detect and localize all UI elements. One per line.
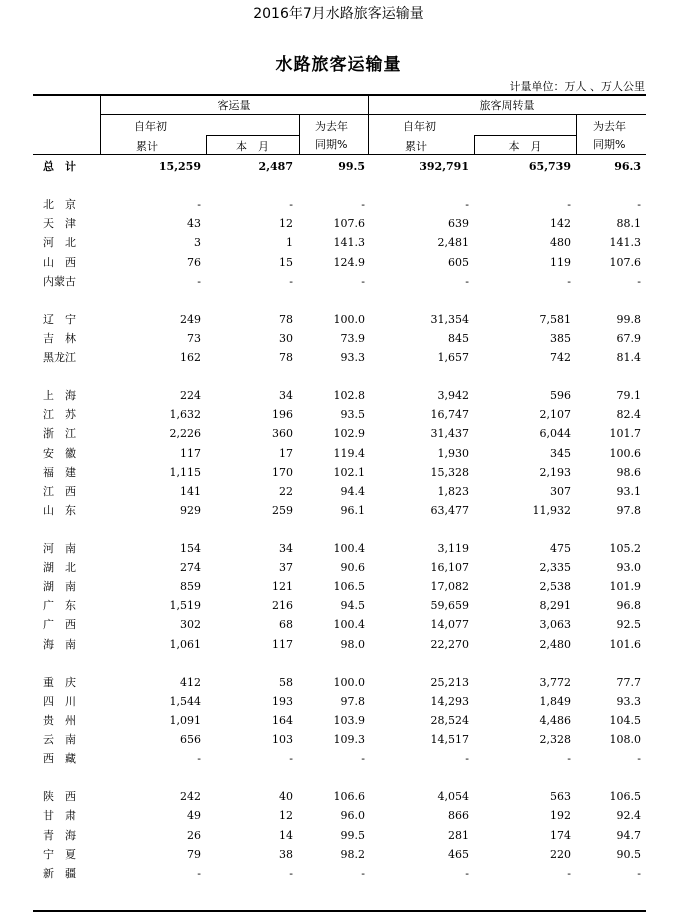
row-value-2: 14 [279, 828, 293, 842]
row-value-3: 103.9 [333, 713, 365, 727]
row-value-4: 14,517 [430, 733, 469, 746]
row-value-2: - [289, 198, 293, 212]
row-region-name: 宁 夏 [43, 847, 76, 861]
row-value-4: 17,082 [430, 580, 469, 594]
row-value-2: 34 [279, 389, 293, 403]
row-value-3: 94.5 [340, 599, 365, 613]
row-value-2: 360 [272, 427, 293, 441]
row-value-5: 2,480 [539, 637, 571, 651]
table-row [0, 806, 677, 825]
row-value-4: 25,213 [430, 675, 469, 689]
row-value-2: 68 [279, 618, 293, 632]
header-yoy-1-line2: 同期% [315, 138, 348, 151]
row-value-1: 1,519 [169, 599, 201, 613]
row-value-2: - [289, 274, 293, 288]
subheader-rule-left [206, 135, 299, 136]
row-value-2: 34 [279, 542, 293, 555]
row-value-4: - [465, 866, 469, 880]
row-value-6: 141.3 [609, 236, 641, 250]
row-region-name: 黑龙江 [43, 351, 76, 364]
row-value-1: 302 [180, 618, 201, 632]
row-value-5: 192 [550, 809, 571, 823]
row-region-name: 新 疆 [43, 866, 76, 880]
row-value-6: 82.4 [616, 408, 641, 422]
row-value-1: 73 [187, 331, 201, 345]
row-value-6: 88.1 [616, 217, 641, 231]
row-region-name: 天 津 [43, 217, 76, 231]
row-value-4: 1,823 [437, 484, 469, 498]
row-region-name: 青 海 [43, 828, 76, 842]
row-value-5: 596 [550, 389, 571, 403]
row-value-1: 162 [180, 351, 201, 364]
row-value-3: 107.6 [333, 217, 365, 231]
row-value-1: 1,115 [169, 465, 201, 479]
row-value-2: - [289, 866, 293, 880]
header-yoy-2-line2: 同期% [593, 138, 626, 151]
row-value-6: 93.0 [616, 561, 641, 575]
table-row [0, 692, 677, 711]
row-value-6: - [637, 198, 641, 212]
row-value-6: 77.7 [616, 675, 641, 689]
row-value-6: 105.2 [609, 542, 641, 555]
row-value-5: 220 [550, 847, 571, 861]
row-value-4: 16,107 [430, 561, 469, 575]
row-value-3: 109.3 [333, 733, 365, 746]
row-value-4: 1,930 [437, 446, 469, 460]
row-value-2: 15 [279, 255, 293, 269]
row-value-3: 90.6 [340, 561, 365, 575]
row-value-6: 96.8 [616, 599, 641, 613]
row-value-1: 274 [180, 561, 201, 575]
row-value-2: 78 [279, 351, 293, 364]
table-row [0, 558, 677, 577]
row-value-2: 40 [279, 790, 293, 804]
row-value-3: 94.4 [340, 484, 365, 498]
row-region-name: 北 京 [43, 198, 76, 212]
row-value-6: 101.7 [609, 427, 641, 441]
row-value-3: 141.3 [333, 236, 365, 250]
row-region-name: 海 南 [43, 637, 76, 651]
table-row [0, 864, 677, 883]
row-region-name: 吉 林 [43, 331, 76, 345]
header-month-1: 本 月 [236, 140, 269, 153]
row-value-1: 412 [180, 675, 201, 689]
row-value-1: 224 [180, 389, 201, 403]
row-value-1: 141 [180, 484, 201, 498]
row-value-5: 385 [550, 331, 571, 345]
table-row [0, 577, 677, 596]
header-divider-6 [576, 114, 577, 155]
row-value-3: 100.4 [333, 618, 365, 632]
row-value-4: 59,659 [430, 599, 469, 613]
table-row [0, 845, 677, 864]
row-value-6: 106.5 [609, 790, 641, 804]
row-value-6: 93.3 [616, 694, 641, 708]
table-row [0, 233, 677, 252]
table-row [0, 272, 677, 291]
row-value-5: 142 [550, 217, 571, 231]
row-value-3: 98.0 [340, 637, 365, 651]
row-value-3: 100.0 [333, 312, 365, 326]
table-row [0, 501, 677, 520]
row-value-6: 96.3 [614, 160, 641, 173]
row-value-3: 93.5 [340, 408, 365, 422]
table-row [0, 730, 677, 749]
row-value-1: 1,061 [169, 637, 201, 651]
row-value-1: - [197, 274, 201, 288]
header-divider-3 [299, 114, 300, 155]
row-value-5: 174 [550, 828, 571, 842]
group-header-rule [100, 114, 646, 115]
row-value-3: 119.4 [333, 446, 365, 460]
table-row [0, 424, 677, 443]
table-row [0, 482, 677, 501]
table-row [0, 253, 677, 272]
row-region-name: 山 东 [43, 503, 76, 517]
page-title: 2016年7月水路旅客运输量 [253, 6, 424, 22]
row-region-name: 上 海 [43, 389, 76, 403]
table-row [0, 615, 677, 634]
row-value-4: 3,119 [437, 542, 469, 555]
row-value-6: 99.8 [616, 312, 641, 326]
row-region-name: 辽 宁 [43, 312, 76, 326]
row-value-4: 281 [448, 828, 469, 842]
row-region-name: 福 建 [43, 465, 76, 479]
row-value-1: 1,544 [169, 694, 201, 708]
row-value-4: 465 [448, 847, 469, 861]
row-value-2: 164 [272, 713, 293, 727]
row-value-6: - [637, 274, 641, 288]
row-value-3: - [361, 198, 365, 212]
row-value-1: 26 [187, 828, 201, 842]
row-value-5: - [567, 198, 571, 212]
row-value-3: 124.9 [333, 255, 365, 269]
row-value-6: 92.4 [616, 809, 641, 823]
row-value-6: 67.9 [616, 331, 641, 345]
row-value-6: 90.5 [616, 847, 641, 861]
row-value-5: 2,328 [539, 733, 571, 746]
row-value-5: 4,486 [539, 713, 571, 727]
row-value-5: 475 [550, 542, 571, 555]
table-row [0, 348, 677, 367]
row-value-5: 7,581 [539, 312, 571, 326]
row-value-2: 2,487 [258, 160, 293, 173]
table-row [0, 405, 677, 424]
row-value-3: - [361, 752, 365, 766]
row-region-name: 西 藏 [43, 752, 76, 766]
row-region-name: 总 计 [43, 160, 76, 173]
row-value-5: 2,538 [539, 580, 571, 594]
row-value-1: 656 [180, 733, 201, 746]
row-value-6: 92.5 [616, 618, 641, 632]
header-yoy-2-line1: 为去年 [593, 120, 626, 133]
row-value-6: - [637, 752, 641, 766]
table-row [0, 711, 677, 730]
row-value-4: 605 [448, 255, 469, 269]
bottom-rule [33, 910, 646, 912]
row-value-2: 196 [272, 408, 293, 422]
row-value-2: 103 [272, 733, 293, 746]
row-value-1: 43 [187, 217, 201, 231]
row-value-1: 117 [180, 446, 201, 460]
header-bottom-rule [33, 154, 646, 155]
row-region-name: 四 川 [43, 694, 76, 708]
row-value-2: 117 [272, 637, 293, 651]
row-value-5: - [567, 752, 571, 766]
row-region-name: 广 西 [43, 618, 76, 632]
row-value-4: 392,791 [419, 160, 469, 173]
row-value-4: 639 [448, 217, 469, 231]
row-value-3: - [361, 274, 365, 288]
row-region-name: 云 南 [43, 733, 76, 746]
unit-note: 计量单位：万人 、万人公里 [509, 80, 645, 93]
row-value-4: 845 [448, 331, 469, 345]
row-value-1: 49 [187, 809, 201, 823]
row-value-4: 28,524 [430, 713, 469, 727]
row-region-name: 湖 南 [43, 580, 76, 594]
row-value-5: 3,772 [539, 675, 571, 689]
row-value-3: 98.2 [340, 847, 365, 861]
row-value-2: 78 [279, 312, 293, 326]
header-ytd-2-line2: 累计 [405, 140, 427, 153]
row-value-4: 15,328 [430, 465, 469, 479]
header-ytd-1-line2: 累计 [136, 140, 158, 153]
row-value-1: 859 [180, 580, 201, 594]
row-region-name: 陕 西 [43, 790, 76, 804]
row-value-4: 3,942 [437, 389, 469, 403]
row-region-name: 贵 州 [43, 713, 76, 727]
row-value-3: 106.5 [333, 580, 365, 594]
row-value-6: 94.7 [616, 828, 641, 842]
row-value-4: 63,477 [430, 503, 469, 517]
row-value-5: 8,291 [539, 599, 571, 613]
row-value-6: 101.6 [609, 637, 641, 651]
row-region-name: 湖 北 [43, 561, 76, 575]
row-value-6: 98.6 [616, 465, 641, 479]
row-value-4: 14,077 [430, 618, 469, 632]
row-value-3: 93.3 [340, 351, 365, 364]
row-value-5: 6,044 [539, 427, 571, 441]
row-value-6: 108.0 [609, 733, 641, 746]
table-row [0, 539, 677, 558]
table-row [0, 826, 677, 845]
row-value-5: 2,335 [539, 561, 571, 575]
row-value-1: 76 [187, 255, 201, 269]
row-region-name: 甘 肃 [43, 809, 76, 823]
row-value-1: - [197, 752, 201, 766]
table-row [0, 310, 677, 329]
table-row [0, 444, 677, 463]
row-value-2: 1 [286, 236, 293, 250]
row-value-2: 170 [272, 465, 293, 479]
row-value-5: 2,193 [539, 465, 571, 479]
header-passenger-volume: 客运量 [217, 99, 251, 112]
row-value-2: 38 [279, 847, 293, 861]
row-value-3: 100.4 [333, 542, 365, 555]
row-value-2: 121 [272, 580, 293, 594]
row-value-3: 73.9 [340, 331, 365, 345]
table-row [0, 787, 677, 806]
row-value-6: - [637, 866, 641, 880]
row-value-3: 99.5 [338, 160, 365, 173]
row-value-5: 11,932 [532, 503, 571, 517]
top-rule [33, 94, 646, 96]
row-value-5: 119 [550, 255, 571, 269]
row-value-2: - [289, 752, 293, 766]
row-value-4: 22,270 [430, 637, 469, 651]
row-value-5: 563 [550, 790, 571, 804]
row-value-4: 2,481 [437, 236, 469, 250]
row-value-2: 17 [279, 446, 293, 460]
row-value-1: 1,632 [169, 408, 201, 422]
row-value-3: 97.8 [340, 694, 365, 708]
row-value-2: 12 [279, 217, 293, 231]
header-ytd-2-line1: 自年初 [403, 120, 436, 133]
row-value-3: 99.5 [340, 828, 365, 842]
row-value-1: 929 [180, 503, 201, 517]
row-value-5: 3,063 [539, 618, 571, 632]
row-region-name: 江 西 [43, 484, 76, 498]
row-value-4: 4,054 [437, 790, 469, 804]
row-value-1: 1,091 [169, 713, 201, 727]
row-value-1: 3 [194, 236, 201, 250]
row-value-1: 249 [180, 312, 201, 326]
row-value-5: 65,739 [528, 160, 571, 173]
table-row [0, 596, 677, 615]
table-row [0, 386, 677, 405]
row-value-5: 345 [550, 446, 571, 460]
table-row [0, 329, 677, 348]
row-value-6: 101.9 [609, 580, 641, 594]
row-region-name: 江 苏 [43, 408, 76, 422]
row-value-2: 216 [272, 599, 293, 613]
row-value-3: 102.9 [333, 427, 365, 441]
table-row-total [0, 157, 677, 176]
row-value-4: - [465, 752, 469, 766]
header-month-2: 本 月 [508, 140, 542, 153]
row-value-2: 193 [272, 694, 293, 708]
row-value-5: 480 [550, 236, 571, 250]
row-value-3: 96.0 [340, 809, 365, 823]
row-value-1: 79 [187, 847, 201, 861]
table-title: 水路旅客运输量 [275, 55, 402, 75]
row-value-6: 81.4 [616, 351, 641, 364]
row-value-4: 1,657 [437, 351, 469, 364]
row-value-3: 106.6 [333, 790, 365, 804]
row-value-3: - [361, 866, 365, 880]
row-value-1: 154 [180, 542, 201, 555]
row-value-2: 30 [279, 331, 293, 345]
table-row [0, 195, 677, 214]
row-value-4: 14,293 [430, 694, 469, 708]
row-region-name: 内蒙古 [43, 274, 76, 288]
row-value-4: - [465, 274, 469, 288]
row-value-3: 102.1 [333, 465, 365, 479]
row-value-4: 866 [448, 809, 469, 823]
row-value-4: 31,437 [430, 427, 469, 441]
table-row [0, 463, 677, 482]
subheader-rule-right [474, 135, 576, 136]
row-value-1: 2,226 [169, 427, 201, 441]
row-value-6: 100.6 [609, 446, 641, 460]
header-yoy-1-line1: 为去年 [315, 120, 348, 133]
table-row [0, 749, 677, 768]
row-value-2: 37 [279, 561, 293, 575]
row-value-5: 1,849 [539, 694, 571, 708]
row-value-5: - [567, 274, 571, 288]
row-value-1: 242 [180, 790, 201, 804]
row-value-1: 15,259 [158, 160, 201, 173]
row-value-6: 107.6 [609, 255, 641, 269]
row-value-2: 259 [272, 503, 293, 517]
row-value-1: - [197, 866, 201, 880]
row-value-5: - [567, 866, 571, 880]
header-ytd-1-line1: 自年初 [134, 120, 167, 133]
table-row [0, 635, 677, 654]
row-value-5: 307 [550, 484, 571, 498]
row-value-4: 31,354 [430, 312, 469, 326]
row-value-2: 22 [279, 484, 293, 498]
row-value-5: 742 [550, 351, 571, 364]
row-value-6: 93.1 [616, 484, 641, 498]
row-region-name: 河 北 [43, 236, 76, 250]
header-passenger-turnover: 旅客周转量 [479, 99, 535, 112]
row-value-5: 2,107 [539, 408, 571, 422]
row-value-2: 58 [279, 675, 293, 689]
row-region-name: 广 东 [43, 599, 76, 613]
row-value-6: 104.5 [609, 713, 641, 727]
row-region-name: 山 西 [43, 255, 76, 269]
row-region-name: 河 南 [43, 542, 76, 555]
row-value-3: 100.0 [333, 675, 365, 689]
row-value-3: 96.1 [340, 503, 365, 517]
table-row [0, 214, 677, 233]
row-value-6: 79.1 [616, 389, 641, 403]
row-region-name: 浙 江 [43, 427, 76, 441]
row-value-2: 12 [279, 809, 293, 823]
row-value-1: - [197, 198, 201, 212]
row-value-4: 16,747 [430, 408, 469, 422]
row-value-6: 97.8 [616, 503, 641, 517]
row-region-name: 安 徽 [43, 446, 76, 460]
row-value-4: - [465, 198, 469, 212]
table-row [0, 673, 677, 692]
row-value-3: 102.8 [333, 389, 365, 403]
row-region-name: 重 庆 [43, 675, 76, 689]
